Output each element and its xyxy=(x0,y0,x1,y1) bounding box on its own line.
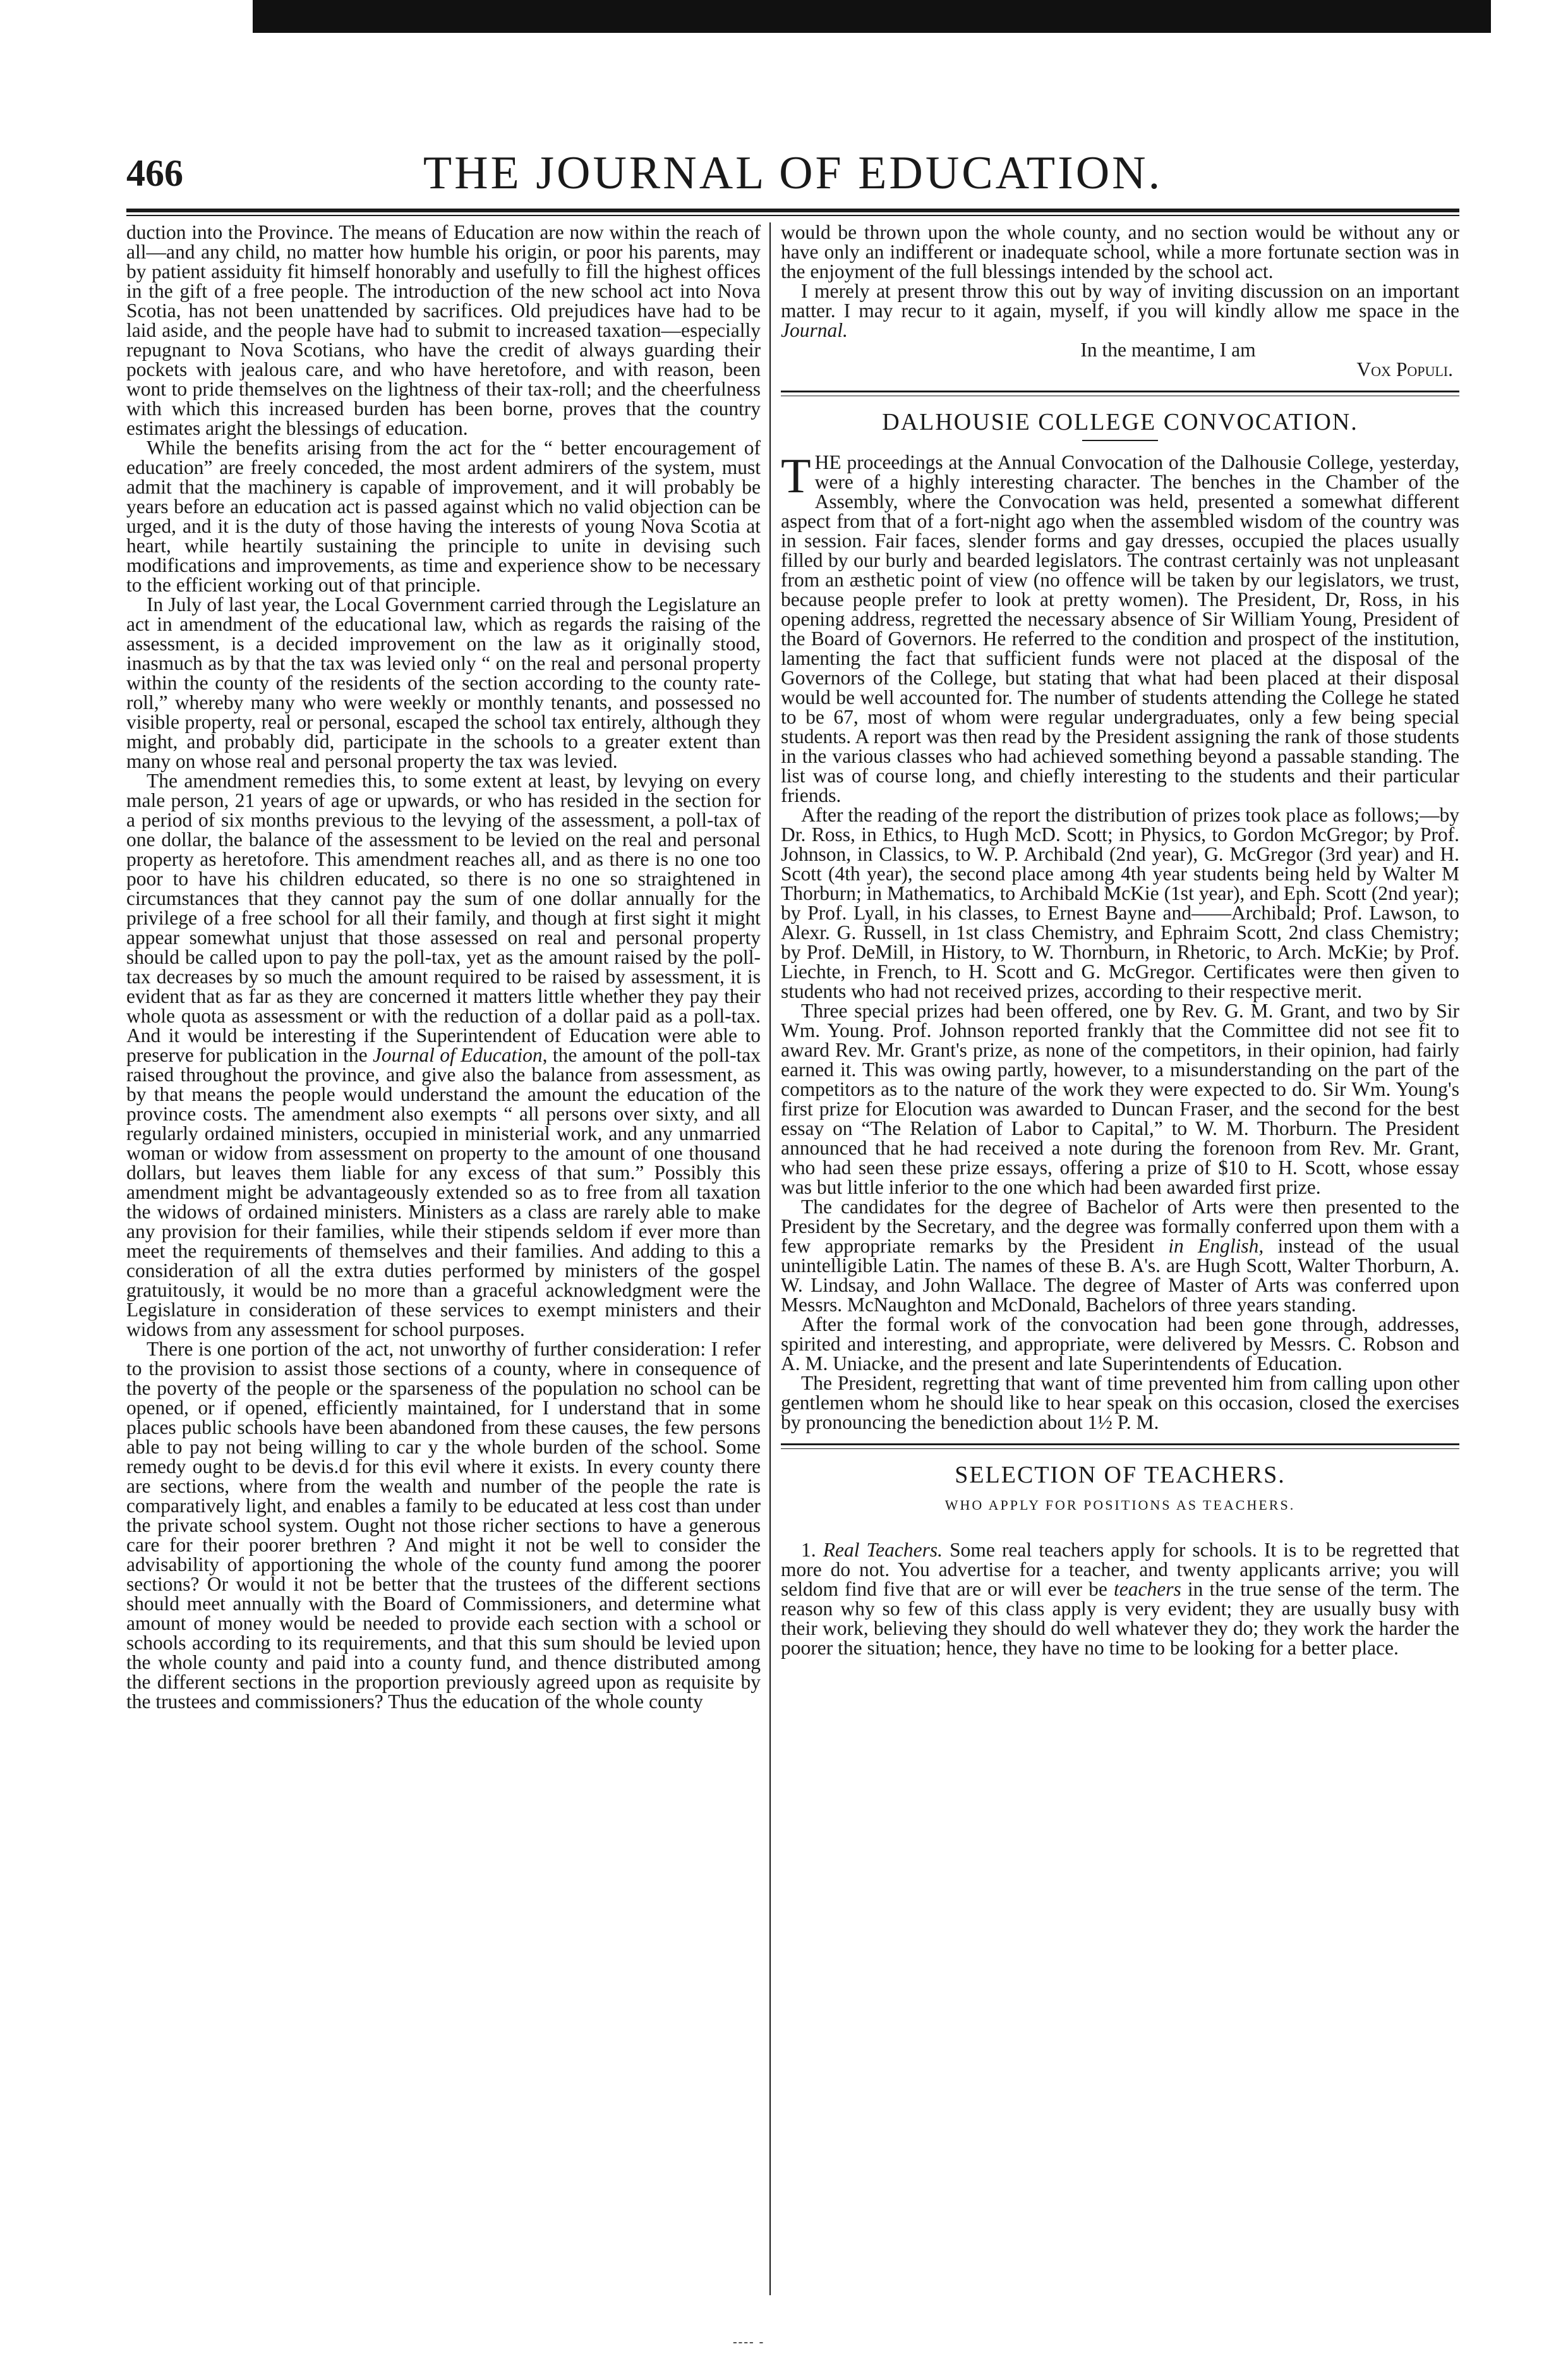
footer-mark: ---- - xyxy=(733,2335,765,2349)
paragraph: After the formal work of the convocation had been gone through, addresses, spirited and interesting, and appropriate, were delivered by Messrs. C. Robson and A. M. Uniacke, and the present and late Superintendents of Education. xyxy=(781,1313,1459,1374)
journal-title: THE JOURNAL OF EDUCATION. xyxy=(423,147,1163,199)
item-title: Real Teachers. xyxy=(823,1539,943,1561)
right-column xyxy=(781,222,1459,1658)
paragraph-text: Some real teachers apply for schools. It is to be regretted that more do not. You advertise for a teacher, and twenty applicants arrive; you will seldom find five that are or will ever be xyxy=(781,1539,1459,1600)
convocation-heading: DALHOUSIE COLLEGE CONVOCATION. xyxy=(882,409,1358,435)
paragraph: duction into the Province. The means of Education are now within the reach of all—and any child, no matter how humble his origin, or poor his parents, may by patient assiduity fit himself honorably and usefully to fill the highest offices in the gift of a free people. The introduction of the new school act into Nova Scotia, has not been unattended by sacrifices. Old prejudices have had to be laid aside, and the people have had to submit to increased taxation—especially repugnant to Nova Scotians, who have the credit of always guarding their pockets with jealous care, and who have heretofore, and with reason, been wont to pride themselves on the lightness of their tax-roll; and the cheerfulness with which this increased burden has been borne, proves that the country estimates aright the blessings of education. xyxy=(126,221,761,439)
paragraph: There is one portion of the act, not unworthy of further consideration: I refer to the provision to assist those sections of a county, where in consequence of the poverty of the people or the sparseness of the population no school can be opened, or if opened, efficiently maintained, for I understand that in some places public schools have been abandoned from these causes, the few persons able to pay not being willing to car y the whole burden of the school. Some remedy ought to be devis.d for this evil where it exists. In every county there are sections, where from the wealth and number of the people the rate is comparatively light, and enables a family to be educated at less cost than under the private school system. Ought not those richer sections to have a generous care for their poorer brethren ? And might it not be well to consider the advisability of apportioning the whole of the county fund among the poorer sections? Or would it not be better that the trustees of the different sections should meet annually with the Board of Commissioners, and determine what amount of money would be needed to provide each section with a school or schools according to its requirements, and that this sum should be levied upon the whole county and paid into a county fund, and thence distributed among the different sections in the proportion previously agreed upon as requisite by the trustees and commissioners? Thus the education of the whole county xyxy=(126,1338,761,1713)
paragraph xyxy=(781,1197,1459,1314)
section-rule xyxy=(781,391,1459,396)
paragraph-text: The candidates for the degree of Bachelor of Arts were then presented to the President by the Secretary, and the degree was formally conferred upon them with a few appropriate remarks by the President xyxy=(781,1196,1459,1257)
teachers-heading: SELECTION OF TEACHERS. xyxy=(955,1462,1286,1488)
paragraph xyxy=(126,771,761,1339)
letter-signature: Vox Populi. xyxy=(1356,358,1453,380)
journal-reference: Journal of Education xyxy=(372,1044,543,1066)
left-column xyxy=(126,222,761,1711)
page-header xyxy=(126,133,1459,209)
column-divider xyxy=(769,222,771,2295)
paragraph-text: , the amount of the poll-tax raised throughout the province, and give also the balance from assessment, as by that means the people would understand the amount the education of the province costs. The amendment also exempts “ all persons over sixty, and all regularly ordained ministers, occupied in ministerial work, and any unmarried woman or widow from assessment on property to the amount of one thousand dollars, but leaves them liable for any excess of that sum.” Possibly this amendment might be advantageously extended so as to free from all taxation the widows of ordained ministers. Ministers as a class are rarely able to make any provision for their families, while their stipends seldom if ever more than meet the requirements of themselves and their families. And adding to this a consideration of all the extra duties performed by ministers of the gospel gratuitously, it would be no more than a graceful acknowledgment were the Legislature in consideration of these services to exempt ministers and their widows from any assessment for school purposes. xyxy=(126,1044,761,1340)
paragraph-text: in the true sense of the term. The reason why so few of this class apply is very evident; they are usually busy with their work, believing they should do well whatever they do; they work the harder the poorer the situation; hence, they have no time to be looking for a better place. xyxy=(781,1578,1459,1659)
teachers-subheading: WHO APPLY FOR POSITIONS AS TEACHERS. xyxy=(944,1497,1296,1513)
paragraph: Three special prizes had been offered, one by Rev. G. M. Grant, and two by Sir Wm. Young. Prof. Johnson reported frankly that the Committee did not see fit to award Rev. Mr. Grant's prize, as none of the competitors, in their opinion, had fairly earned it. This was owing partly, however, to a misunderstanding on the part of the competitors as to the nature of the work they were expected to do. Sir Wm. Young's first prize for Elocution was awarded to Duncan Fraser, and the second for the best essay on “The Relation of Labor to Capital,” to W. M. Thorburn. The President announced that he had received a note during the forenoon from Rev. Mr. Grant, who had seen these prize essays, offering a prize of $10 to H. Scott, whose essay was but little inferior to the one which had been awarded first prize. xyxy=(781,1000,1459,1198)
paragraph xyxy=(781,1540,1459,1658)
paragraph: The President, regretting that want of time prevented him from calling upon other gentlemen whom he should like to hear speak on this occasion, closed the exercises by pronouncing the benediction about 1½ P. M. xyxy=(781,1372,1459,1433)
header-rule-thin xyxy=(126,215,1459,216)
top-ink-bar xyxy=(253,0,1491,33)
paragraph-text: I merely at present throw this out by way of inviting discussion on an important matter. I may recur to it again, myself, if you will kindly allow me space in the xyxy=(781,280,1459,322)
paragraph: After the reading of the report the distribution of prizes took place as follows;—by Dr. Ross, in Ethics, to Hugh McD. Scott; in Physics, to Gordon McGregor; by Prof. Johnson, in Classics, to W. P. Archibald (2nd year), G. McGregor (3rd year) and H. Scott (4th year), the second place among 4th year students being held by Walter M Thorburn; in Mathematics, to Archibald McKie (1st year), and Eph. Scott (2nd year); by Prof. Lyall, in his classes, to Ernest Bayne and——Archibald; Prof. Lawson, to Alexr. G. Russell, in 1st class Chemistry, and Ephraim Scott, 2nd class Chemistry; by Prof. DeMill, in History, to W. Thornburn, in Rhetoric, to Arch. McKie; by Prof. Liechte, in French, to H. Scott and G. McGregor. Certificates were then given to students who had not received prizes, according to their respective merit. xyxy=(781,804,1459,1002)
journal-reference: Journal. xyxy=(781,319,848,341)
paragraph xyxy=(781,281,1459,340)
paragraph: would be thrown upon the whole county, and no section would be without any or have only an indifferent or inadequate school, while a more fortunate section was in the enjoyment of the full blessings intended by the school act. xyxy=(781,221,1459,282)
paragraph: While the benefits arising from the act for the “ better encouragement of education” are freely conceded, the most ardent admirers of the system, must admit that the machinery is capable of improvement, and it will probably be years before an education act is passed against which no valid objection can be urged, and it is the duty of those having the interests of young Nova Scotia at heart, while heartily sustaining the principle to unite in devising such modifications and improvements, as time and experience show to be necessary to the efficient working out of that principle. xyxy=(126,437,761,596)
header-rule xyxy=(126,209,1459,212)
italic-phrase: in English, xyxy=(1168,1235,1264,1257)
short-rule xyxy=(1082,440,1158,441)
paragraph-text: instead of the usual unintelligible Latin. The names of these B. A's. are Hugh Scott, Walter Thorburn, A. W. Lindsay, and John Wallace. The degree of Master of Arts was conferred upon Messrs. McNaughton and McDonald, Bachelors of three years standing. xyxy=(781,1235,1459,1316)
letter-closing: In the meantime, I am xyxy=(1080,339,1256,361)
item-number: 1. xyxy=(801,1539,816,1561)
paragraph: In July of last year, the Local Government carried through the Legislature an act in amendment of the educational law, which as regards the raising of the assessment, is a decided improvement on the law as it originally stood, inasmuch as by that the tax was levied only “ on the real and personal property within the county of the residents of the section according to the county rate-roll,” whereby many who were weekly or monthly tenants, and possessed no visible property, real or personal, escaped the school tax entirely, although they might, and probably did, participate in the schools to a greater extent than many on whose real and personal property the tax was levied. xyxy=(126,593,761,772)
paragraph-text: HE proceedings at the Annual Convocation of the Dalhousie College, yesterday, were of a highly interesting character. The benches in the Chamber of the Assembly, where the Convocation was held, presented a somewhat different aspect from that of a fort-night ago when the assembled wisdom of the country was in session. Fair faces, slender forms and gay dresses, occupied the places usually filled by our burly and bearded legislators. The contrast certainly was not unpleasant from an æsthetic point of view (no offence will be taken by our legislators, we trust, because people prefer to look at pretty women). The President, Dr, Ross, in his opening address, regretted the necessary absence of Sir William Young, President of the Board of Governors. He referred to the condition and prospect of the institution, lamenting the fact that sufficient funds were not placed at the disposal of the Governors of the College, but stating that what had been placed at their disposal would be well accounted for. The number of students attending the College he stated to be 67, most of whom were regular undergraduates, only a few being special students. A report was then read by the President assigning the rank of those students in the various classes who had achieved something beyond a passable standing. The list was of course long, and chiefly interesting to the students and their particular friends. xyxy=(781,451,1459,806)
drop-cap: T xyxy=(781,448,811,503)
page-number: 466 xyxy=(126,152,183,194)
section-rule xyxy=(781,1443,1459,1449)
italic-word: teachers xyxy=(1114,1578,1181,1600)
paragraph-text: The amendment remedies this, to some extent at least, by levying on every male person, 21 years of age or upwards, or who has resided in the section for a period of six months previous to the levying of the assessment, a poll-tax of one dollar, the balance of the assessment to be levied on the real and personal property as heretofore. This amendment reaches all, and as there is no one too poor to have his children educated, so there is no one so straightened in circumstances that they cannot pay the sum of one dollar annually for the privilege of a free school for all their family, and though at first sight it might appear somewhat unjust that those assessed on real and personal property should be called upon to pay the poll-tax, yet as the amount raised by the poll-tax decreases by so much the amount required to be raised by assessment, it is evident that as far as they are concerned it matters little whether they pay their whole quota as assessment or with the reduction of a dollar paid as a poll-tax. And it would be interesting if the Superintendent of Education were able to preserve for publication in the xyxy=(126,770,761,1066)
paragraph xyxy=(781,448,1459,806)
